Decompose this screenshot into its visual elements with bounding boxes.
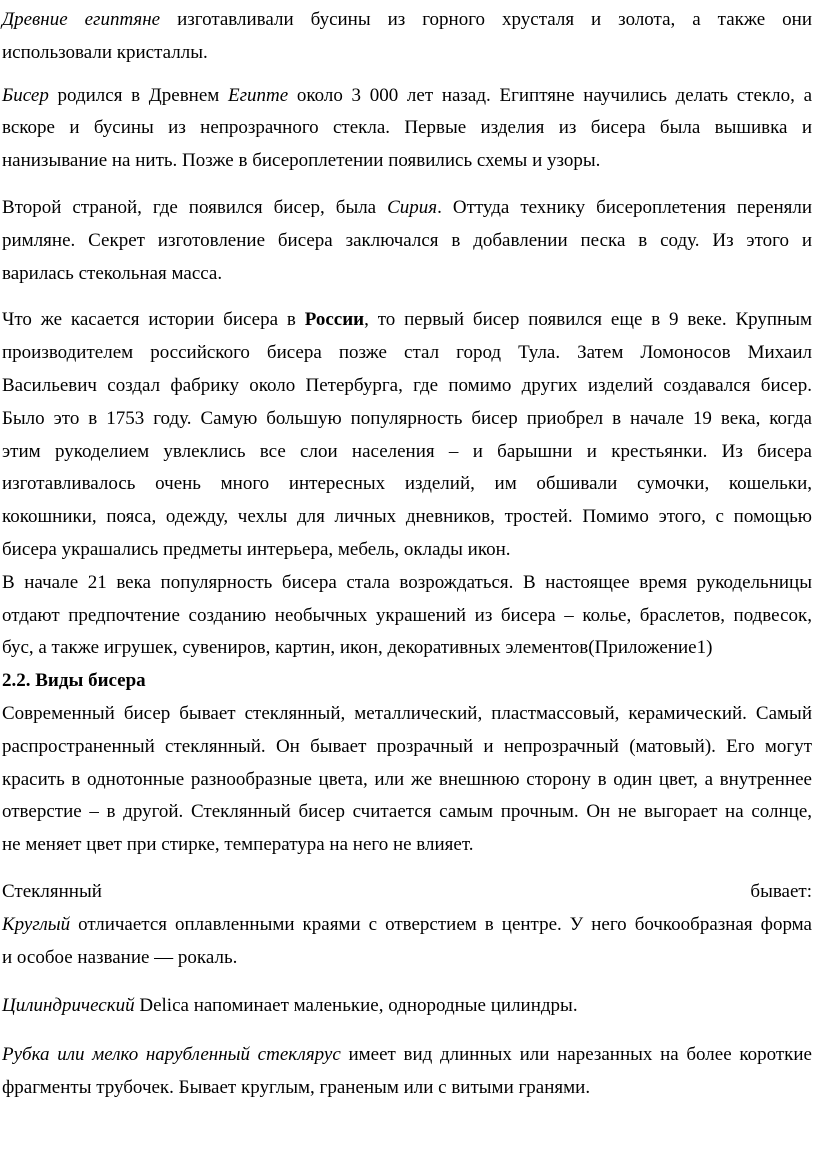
text-run: кокошники, пояса, одежду, чехлы для личных дневников, тростей. Помимо этого, с помощью [2, 506, 812, 528]
text-run: варилась стекольная масса. [2, 262, 223, 284]
italic-text: Египте [227, 84, 289, 106]
paragraph [2, 4, 812, 70]
text-line [2, 37, 812, 70]
paragraph [2, 192, 812, 290]
paragraph [2, 567, 812, 665]
paragraph [2, 80, 812, 178]
text-line [2, 145, 812, 178]
italic-text: Цилиндрический [2, 995, 135, 1017]
text-line [2, 4, 812, 37]
text-line [2, 258, 812, 291]
text-line [2, 192, 812, 225]
text-run: фрагменты трубочек. Бывает круглым, граненым или с витыми гранями. [2, 1076, 591, 1098]
text-run: и особое название — рокаль. [2, 946, 238, 968]
text-run: изготавливалось очень много интересных изделий, им обшивали сумочки, кошельки, [2, 473, 812, 495]
paragraph [2, 304, 812, 566]
text-run: Было это в 1753 году. Самую большую популярность бисер приобрел в начале 19 века, когда [2, 407, 812, 429]
text-run: римляне. Секрет изготовление бисера заключался в добавлении песка в соду. Из этого и [2, 229, 812, 251]
text-line [2, 370, 812, 403]
text-line [2, 112, 812, 145]
bold-text: 2.2. Виды бисера [2, 670, 146, 692]
paragraph [2, 698, 812, 862]
text-run: родился в Древнем [48, 84, 228, 106]
text-line [2, 796, 812, 829]
document-body [2, 4, 812, 1105]
text-run: производителем российского бисера позже стал город Тула. Затем Ломоносов Михаил [2, 342, 812, 364]
text-run: бисера украшались предметы интерьера, мебель, оклады икон. [2, 538, 511, 560]
text-run: В начале 21 века популярность бисера стала возрождаться. В настоящее время рукодельницы [2, 571, 812, 593]
text-run: . Оттуда технику бисероплетения переняли [437, 196, 812, 218]
paragraph [2, 876, 812, 974]
text-line [2, 665, 812, 698]
italic-text: Сирия [387, 196, 438, 218]
italic-text: Древние египтяне [2, 9, 161, 30]
section-heading [2, 665, 812, 698]
text-run: использовали кристаллы. [2, 41, 208, 63]
text-run: вскоре и бусины из непрозрачного стекла. Первые изделия из бисера была вышивка и [2, 117, 812, 139]
text-line [2, 829, 812, 862]
text-run: этим рукоделием увлеклись все слои населения – и барышни и крестьянки. Из бисера [2, 440, 812, 462]
text-line [2, 436, 812, 469]
text-line [2, 600, 812, 633]
text-run: не меняет цвет при стирке, температура на него не влияет. [2, 834, 474, 856]
text-run: отдают предпочтение созданию необычных украшений из бисера – колье, браслетов, подвесок, [2, 604, 812, 626]
bold-text: России [304, 309, 365, 331]
text-line [2, 764, 812, 797]
paragraph [2, 990, 812, 1023]
text-line [2, 304, 812, 337]
text-run: бус, а также игрушек, сувениров, картин, икон, декоративных элементов(Приложение1) [2, 637, 713, 659]
italic-text: Круглый [2, 913, 71, 935]
text-run: Delica напоминает маленькие, однородные цилиндры. [134, 995, 578, 1017]
text-run: нанизывание на нить. Позже в бисероплетении появились схемы и узоры. [2, 150, 601, 172]
text-line [2, 876, 812, 909]
italic-text: Бисер [2, 84, 49, 106]
text-run: красить в однотонные разнообразные цвета, или же внешнюю сторону в один цвет, а внутреннее [2, 768, 812, 790]
text-line [2, 942, 812, 975]
text-run: Стеклянный бывает: [2, 880, 812, 902]
text-line [2, 468, 812, 501]
text-run: отличается оплавленными краями с отверстием в центре. У него бочкообразная форма [70, 913, 812, 935]
text-run: изготавливали бусины из горного хрусталя и золота, а также они [160, 9, 812, 30]
text-run: имеет вид длинных или нарезанных на более короткие [340, 1044, 812, 1066]
text-run: Что же касается истории бисера в [2, 309, 305, 331]
text-line [2, 501, 812, 534]
text-line [2, 909, 812, 942]
text-line [2, 403, 812, 436]
text-run: , то первый бисер появился еще в 9 веке. Крупным [364, 309, 812, 331]
text-run: около 3 000 лет назад. Египтяне научились делать стекло, а [288, 84, 812, 106]
text-line [2, 698, 812, 731]
text-line [2, 337, 812, 370]
italic-text: Рубка или мелко нарубленный стеклярус [2, 1044, 341, 1066]
text-line [2, 1072, 812, 1105]
text-line [2, 731, 812, 764]
text-run: Васильевич создал фабрику около Петербурга, где помимо других изделий создавался бисер. [2, 374, 812, 396]
text-line [2, 80, 812, 113]
text-line [2, 990, 812, 1023]
text-line [2, 1039, 812, 1072]
text-line [2, 632, 812, 665]
text-run: Современный бисер бывает стеклянный, металлический, пластмассовый, керамический. Самый [2, 702, 812, 724]
text-line [2, 534, 812, 567]
text-line [2, 567, 812, 600]
text-run: отверстие – в другой. Стеклянный бисер считается самым прочным. Он не выгорает на солнце, [2, 801, 812, 823]
text-line [2, 225, 812, 258]
text-run: Второй страной, где появился бисер, была [2, 196, 388, 218]
paragraph [2, 1039, 812, 1105]
text-run: распространенный стеклянный. Он бывает прозрачный и непрозрачный (матовый). Его могут [2, 735, 812, 757]
